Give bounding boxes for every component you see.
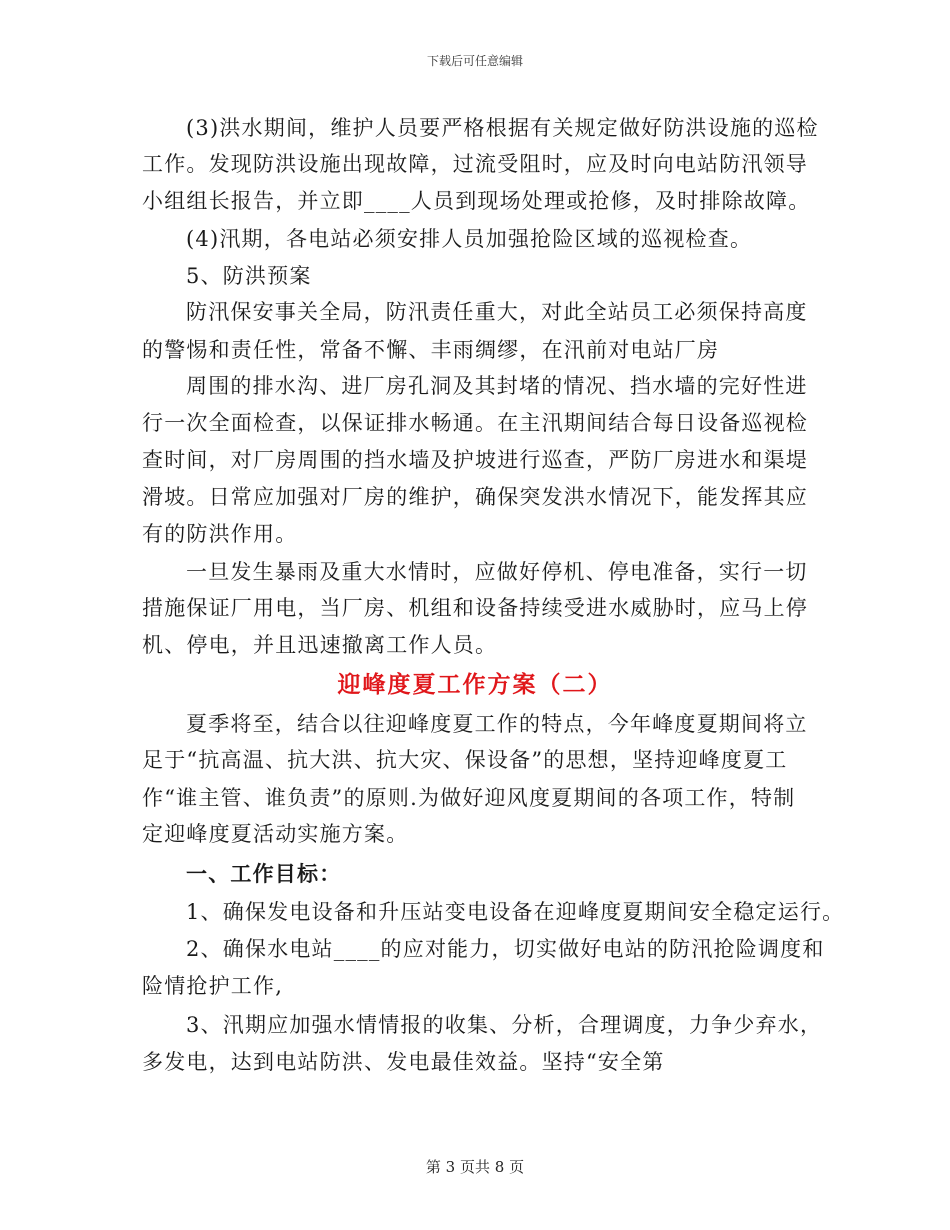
text-line: 夏季将至，结合以往迎峰度夏工作的特点，今年峰度夏期间将立 — [186, 712, 808, 736]
text-line: 有的防洪作用。 — [142, 522, 298, 546]
text-line: 防汛保安事关全局，防汛责任重大，对此全站员工必须保持高度 — [186, 300, 808, 324]
text-line: 多发电，达到电站防洪、发电最佳效益。坚持“安全第 — [142, 1050, 665, 1074]
text-line: 机、停电，并且迅速撤离工作人员。 — [142, 633, 498, 657]
section-heading: 一、工作目标： — [186, 861, 342, 886]
text-line: 1、确保发电设备和升压站变电设备在迎峰度夏期间安全稳定运行。 — [186, 900, 845, 924]
section-title: 迎峰度夏工作方案（二） — [337, 671, 613, 698]
text-line: 险情抢护工作, — [142, 974, 284, 998]
text-line: 措施保证厂用电，当厂房、机组和设备持续受进水威胁时，应马上停 — [142, 596, 808, 620]
text-line: (4)汛期，各电站必须安排人员加强抢险区域的巡视检查。 — [186, 227, 753, 251]
text-line: 足于“抗高温、抗大洪、抗大灾、保设备”的思想，坚持迎峰度夏工 — [142, 748, 788, 772]
text-line: 的警惕和责任性，常备不懈、丰雨绸缪，在汛前对电站厂房 — [142, 338, 720, 362]
text-line: (3)洪水期间，维护人员要严格根据有关规定做好防洪设施的巡检 — [186, 116, 819, 140]
text-line: 工作。发现防洪设施出现故障，过流受阻时，应及时向电站防汛领导 — [142, 152, 808, 176]
page-header: 下载后可任意编辑 — [426, 54, 523, 68]
text-line: 3、汛期应加强水情情报的收集、分析，合理调度，力争少弃水， — [186, 1013, 823, 1037]
text-line: 一旦发生暴雨及重大水情时，应做好停机、停电准备，实行一切 — [186, 560, 808, 584]
text-line: 查时间，对厂房周围的挡水墙及护坡进行巡查，严防厂房进水和渠堤 — [142, 448, 808, 472]
text-line: 5、防洪预案 — [186, 264, 312, 288]
page-footer: 第 3 页共 8 页 — [425, 1158, 525, 1176]
text-line: 2、确保水电站____的应对能力，切实做好电站的防汛抢险调度和 — [186, 937, 825, 961]
text-line: 作“谁主管、谁负责”的原则.为做好迎风度夏期间的各项工作，特制 — [142, 786, 796, 810]
text-line: 小组组长报告，并立即____人员到现场处理或抢修，及时排除故障。 — [142, 189, 811, 213]
text-line: 周围的排水沟、进厂房孔洞及其封堵的情况、挡水墙的完好性进 — [186, 374, 808, 398]
text-line: 定迎峰度夏活动实施方案。 — [142, 822, 409, 846]
text-line: 滑坡。日常应加强对厂房的维护，确保突发洪水情况下，能发挥其应 — [142, 485, 808, 509]
text-line: 行一次全面检查，以保证排水畅通。在主汛期间结合每日设备巡视检 — [142, 411, 808, 435]
